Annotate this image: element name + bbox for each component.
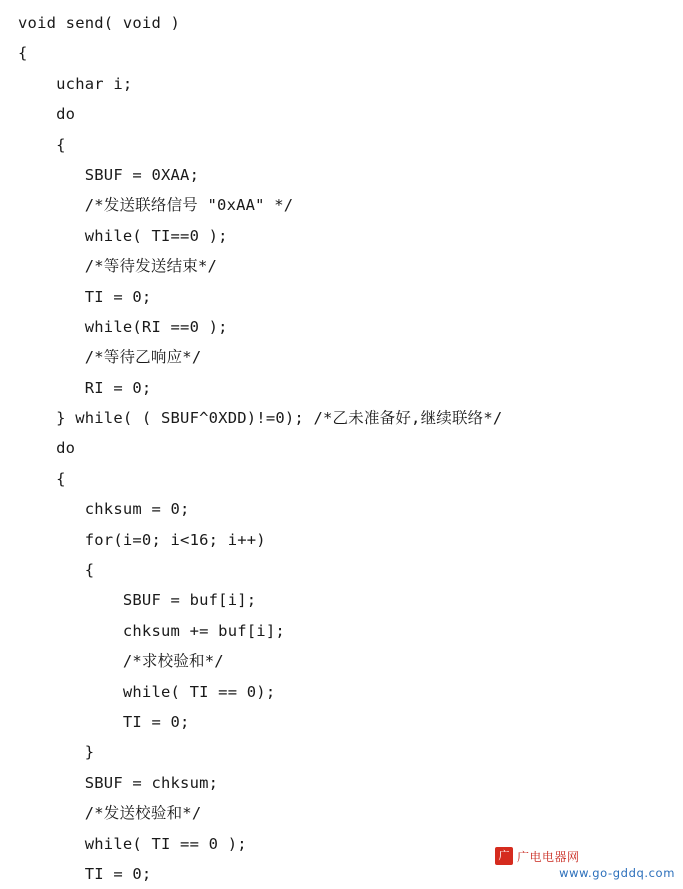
code-line: SBUF = 0XAA;	[18, 165, 200, 184]
code-line: RI = 0;	[18, 378, 152, 397]
watermark-title: 广电电器网	[517, 849, 580, 864]
code-line: chksum += buf[i];	[18, 621, 285, 640]
watermark	[495, 847, 675, 880]
code-line: TI = 0;	[18, 712, 190, 731]
watermark-brand	[495, 847, 675, 865]
code-line: {	[18, 135, 66, 154]
code-line: while(RI ==0 );	[18, 317, 228, 336]
code-line: void send( void )	[18, 14, 181, 32]
code-line: while( TI==0 );	[18, 226, 228, 245]
code-line: uchar i;	[18, 74, 133, 93]
watermark-logo-icon: 广	[495, 847, 513, 865]
code-line: chksum = 0;	[18, 500, 190, 519]
watermark-url: www.go-gddq.com	[559, 866, 675, 880]
code-line: for(i=0; i<16; i++)	[18, 530, 266, 549]
code-line: while( TI == 0 );	[18, 834, 247, 853]
code-line: TI = 0;	[18, 864, 152, 883]
code-line: {	[18, 469, 66, 488]
code-line: /*等待发送结束*/	[18, 257, 218, 276]
code-line: SBUF = chksum;	[18, 773, 219, 792]
code-line: {	[18, 561, 95, 580]
code-line: /*发送联络信号 "0xAA" */	[18, 196, 294, 215]
code-line: do	[18, 439, 76, 458]
code-line: TI = 0;	[18, 287, 152, 306]
code-line: {	[18, 44, 28, 63]
code-line: } while( ( SBUF^0XDD)!=0); /*乙未准备好,继续联络*/	[18, 409, 503, 428]
code-line: do	[18, 105, 76, 124]
code-line: }	[18, 743, 95, 762]
code-line: /*求校验和*/	[18, 652, 224, 671]
code-line: SBUF = buf[i];	[18, 591, 257, 610]
code-line: /*发送校验和*/	[18, 804, 202, 823]
code-line: /*等待乙响应*/	[18, 348, 202, 367]
code-line: while( TI == 0);	[18, 682, 276, 701]
